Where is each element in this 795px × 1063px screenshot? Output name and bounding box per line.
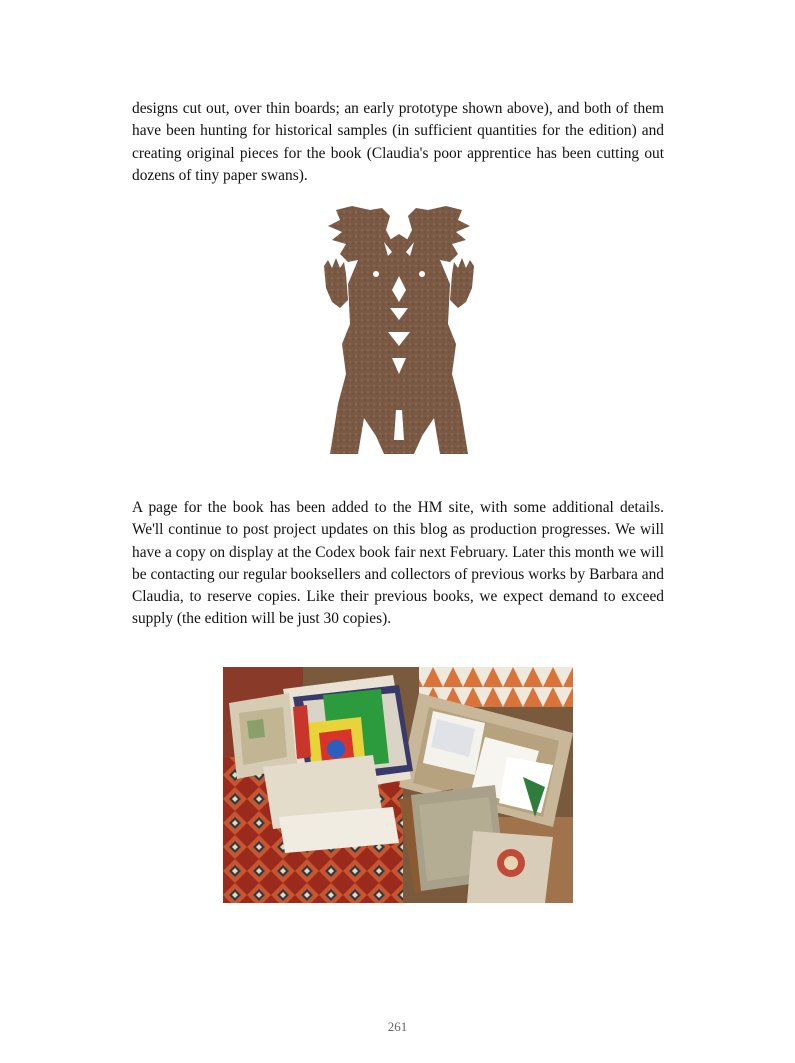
page-number: 261 [387,1019,408,1034]
paper-cutout-illustration [318,204,480,456]
body-paragraph-2: A page for the book has been added to the HM site, with some additional details. We'll continue to post project updates on this blog as production progresses. We will have a copy on display at the Codex book fair next February. Later this month we will be contacting our regular booksellers and collectors of previous works by Barbara and Claudia, to reserve copies. Like their previous books, we expect demand to exceed supply (the edition will be just 30 copies). [132,499,664,628]
body-paragraph-1: designs cut out, over thin boards; an early prototype shown above), and both of them have been hunting for historical samples (in sufficient quantities for the edition) and creating original pieces for the book (Claudia's poor apprentice has been cutting out dozens of tiny paper swans). [132,100,664,184]
book-materials-photo [223,667,573,903]
book-materials-photo-illustration [223,667,573,903]
paper-cutout-image [318,204,480,456]
